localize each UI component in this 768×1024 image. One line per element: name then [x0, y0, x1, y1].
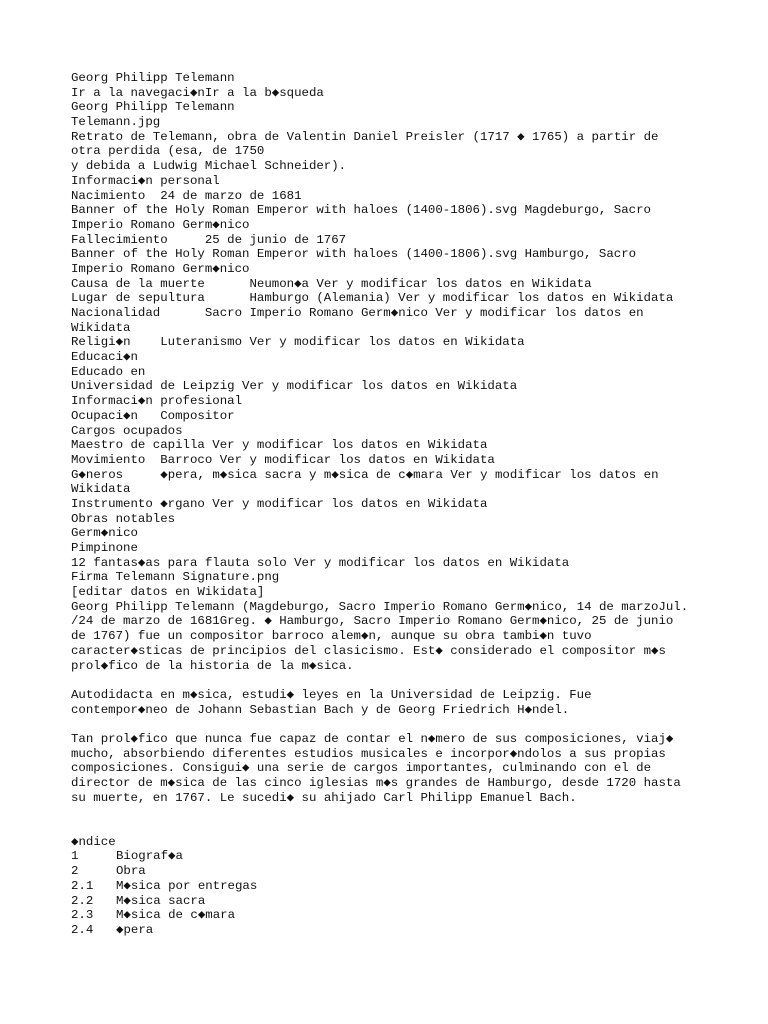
text-line: director de m◆sica de las cinco iglesias m◆s grandes de Hamburgo, desde 1720 hasta [71, 776, 681, 790]
text-line: Georg Philipp Telemann (Magdeburgo, Sacro Imperio Romano Germ◆nico, 14 de marzoJul. [71, 599, 689, 614]
text-line: Telemann.jpg [71, 115, 161, 130]
text-line: Georg Philipp Telemann [71, 71, 235, 85]
text-line: Cargos ocupados [71, 423, 183, 438]
text-line: Instrumento ◆rgano Ver y modificar los datos en Wikidata [71, 496, 488, 511]
text-line: Tan prol◆fico que nunca fue capaz de contar el n◆mero de sus composiciones, viaj◆ [71, 731, 674, 746]
text-line: 12 fantas◆as para flauta solo Ver y modificar los datos en Wikidata [71, 555, 570, 570]
toc-item-label: M◆sica por entregas [116, 878, 258, 893]
text-line: Ocupaci◆n Compositor [71, 408, 235, 423]
text-line: Imperio Romano Germ◆nico [71, 261, 250, 276]
toc-item-label: M◆sica de c◆mara [116, 908, 236, 923]
text-line: Wikidata [71, 482, 131, 497]
toc-item-number: 2.2 [71, 893, 94, 908]
toc-item [71, 849, 751, 864]
text-line: G◆neros ◆pera, m◆sica sacra y m◆sica de c◆mara Ver y modificar los datos en [71, 467, 659, 482]
text-line: su muerte, en 1767. Le sucedi◆ su ahijado Carl Philipp Emanuel Bach. [71, 790, 577, 805]
text-line: composiciones. Consigui◆ una serie de cargos importantes, culminando con el de [71, 761, 652, 776]
text-line: Nacionalidad Sacro Imperio Romano Germ◆nico Ver y modificar los datos en [71, 306, 644, 320]
text-line: Germ◆nico [71, 526, 138, 541]
text-line: Georg Philipp Telemann [71, 100, 235, 115]
text-line: Autodidacta en m◆sica, estudi◆ leyes en la Universidad de Leipzig. Fue [71, 687, 592, 702]
table-of-contents [71, 849, 751, 937]
text-line: Ir a la navegaci◆nIr a la b◆squeda [71, 85, 324, 100]
toc-item-number: 2.4 [71, 922, 94, 937]
text-line: Firma Telemann Signature.png [71, 570, 280, 585]
text-line: [editar datos en Wikidata] [71, 585, 265, 600]
toc-item [71, 894, 751, 909]
toc-item-number: 2.3 [71, 908, 94, 923]
text-line: de 1767) fue un compositor barroco alem◆n, aunque su obra tambi◆n tuvo [71, 629, 592, 644]
text-line: Informaci◆n personal [71, 173, 220, 188]
text-line: caracter◆sticas de principios del clasicismo. Est◆ considerado el compositor m◆s [71, 643, 666, 658]
text-line: otra perdida (esa, de 1750 [71, 144, 265, 159]
toc-item-number: 2 [71, 864, 79, 879]
text-line: Nacimiento 24 de marzo de 1681 [71, 188, 302, 203]
text-line: Movimiento Barroco Ver y modificar los datos en Wikidata [71, 452, 495, 467]
toc-item-number: 2.1 [71, 878, 94, 893]
toc-item [71, 879, 751, 894]
text-line: Causa de la muerte Neumon◆a Ver y modificar los datos en Wikidata [71, 276, 592, 291]
text-line [71, 717, 751, 732]
text-line: mucho, absorbiendo diferentes estudios musicales e incorpor◆ndolos a sus propias [71, 746, 666, 761]
text-line: Obras notables [71, 511, 176, 526]
toc-item [71, 864, 751, 879]
text-line: /24 de marzo de 1681Greg. ◆ Hamburgo, Sacro Imperio Romano Germ◆nico, 25 de junio [71, 614, 674, 629]
toc-item-number: 1 [71, 849, 79, 864]
text-line: prol◆fico de la historia de la m◆sica. [71, 658, 354, 673]
text-line [71, 820, 751, 835]
text-line: Universidad de Leipzig Ver y modificar los datos en Wikidata [71, 379, 518, 394]
text-line: Retrato de Telemann, obra de Valentin Daniel Preisler (1717 ◆ 1765) a partir de [71, 129, 659, 144]
text-line [71, 805, 751, 820]
text-line: Imperio Romano Germ◆nico [71, 217, 250, 232]
text-line: Pimpinone [71, 541, 138, 555]
text-line: Fallecimiento 25 de junio de 1767 [71, 232, 347, 247]
document-body [71, 71, 751, 938]
document-text [71, 71, 751, 835]
toc-item-label: M◆sica sacra [116, 893, 206, 908]
text-line: Maestro de capilla Ver y modificar los datos en Wikidata [71, 438, 488, 453]
toc-item-label: Obra [116, 864, 146, 879]
toc-item [71, 908, 751, 923]
text-line: Banner of the Holy Roman Emperor with haloes (1400-1806).svg Hamburgo, Sacro [71, 247, 637, 262]
index-title: ◆ndice [71, 834, 116, 849]
toc-item [71, 923, 751, 938]
text-line: Educado en [71, 364, 146, 379]
text-line: Lugar de sepultura Hamburgo (Alemania) Ver y modificar los datos en Wikidata [71, 291, 674, 306]
text-line: Religi◆n Luteranismo Ver y modificar los datos en Wikidata [71, 335, 525, 350]
toc-item-label: Biograf◆a [116, 849, 183, 864]
text-line: Banner of the Holy Roman Emperor with haloes (1400-1806).svg Magdeburgo, Sacro [71, 203, 651, 218]
text-line [71, 673, 751, 688]
text-line: Informaci◆n profesional [71, 394, 243, 409]
text-line: Educaci◆n [71, 350, 138, 365]
text-line: y debida a Ludwig Michael Schneider). [71, 159, 347, 174]
toc-item-label: ◆pera [116, 922, 154, 937]
text-line: Wikidata [71, 320, 131, 335]
text-line: contempor◆neo de Johann Sebastian Bach y de Georg Friedrich H◆ndel. [71, 702, 570, 717]
